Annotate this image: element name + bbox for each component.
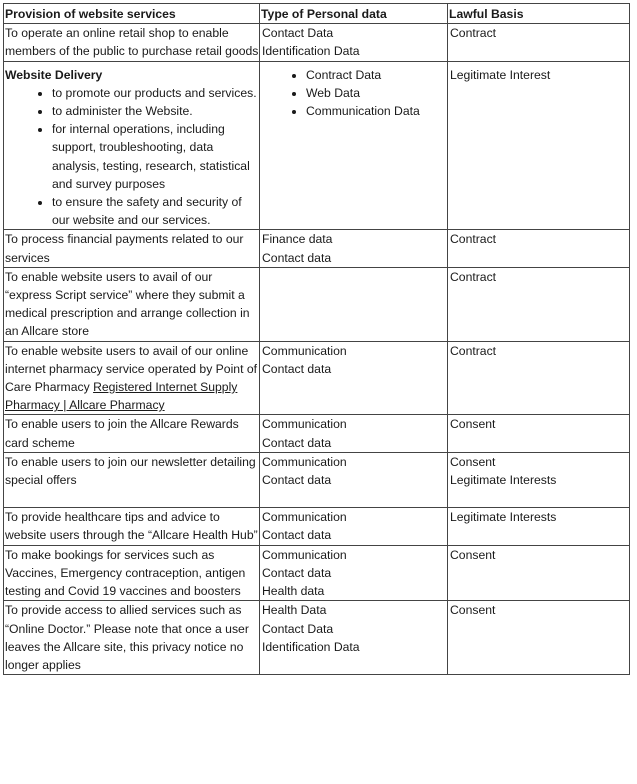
basis-item: Contract <box>450 232 497 247</box>
data-type-item: Contact data <box>262 435 332 450</box>
table-row <box>4 601 630 675</box>
lawful-basis-cell <box>448 61 630 230</box>
data-type-cell <box>260 267 448 341</box>
provision-cell <box>4 601 260 675</box>
basis-item: Legitimate Interest <box>450 67 551 82</box>
basis-item: Contract <box>450 26 497 41</box>
list-item: • Contract Data <box>306 66 447 84</box>
provision-cell <box>4 508 260 545</box>
provision-text: To enable website users to avail of our “express Script service” where they submit a medical prescription and arrange collection in an Allcare store <box>5 269 250 339</box>
basis-item: Contract <box>450 343 497 358</box>
data-type-cell <box>260 508 448 545</box>
data-type-item: Contact data <box>262 565 332 580</box>
provision-cell <box>4 267 260 341</box>
data-type-bullet-list <box>262 66 447 121</box>
provision-cell <box>4 452 260 507</box>
provision-title: Website Delivery <box>5 67 103 82</box>
provision-text: To enable users to join our newsletter detailing special offers <box>5 454 256 488</box>
basis-item: Consent <box>450 454 496 469</box>
provision-text: To process financial payments related to our services <box>5 232 244 265</box>
basis-item: Consent <box>450 417 496 432</box>
header-lawful-basis: Lawful Basis <box>448 4 630 24</box>
basis-item: Consent <box>450 547 496 562</box>
data-type-item: Contact Data <box>262 26 334 41</box>
table-row <box>4 508 630 545</box>
data-type-item: Communication <box>262 454 347 469</box>
pharmacy-link[interactable]: Registered Internet Supply Pharmacy | Allcare Pharmacy <box>5 380 238 413</box>
provision-cell <box>4 545 260 601</box>
table-row <box>4 24 630 61</box>
data-type-cell <box>260 545 448 601</box>
data-type-item: Communication <box>262 547 347 562</box>
lawful-basis-cell <box>448 230 630 267</box>
table-row <box>4 61 630 230</box>
provision-text: To operate an online retail shop to enable members of the public to purchase retail goods <box>5 26 259 59</box>
table-row <box>4 230 630 267</box>
data-type-item: Communication <box>262 417 347 432</box>
table-row <box>4 415 630 452</box>
lawful-basis-cell <box>448 24 630 61</box>
list-item: • Web Data <box>306 84 447 102</box>
basis-item: Consent <box>450 603 496 618</box>
provision-cell <box>4 61 260 230</box>
data-type-item: Contact Data <box>262 621 334 636</box>
data-type-item: Communication <box>262 510 347 525</box>
lawful-basis-cell <box>448 508 630 545</box>
privacy-table <box>3 3 630 675</box>
list-item: • for internal operations, including support, troubleshooting, data analysis, testing, research, statistical and survey purposes <box>52 120 259 193</box>
provision-cell <box>4 24 260 61</box>
provision-bullet-list <box>5 84 259 230</box>
basis-item: Contract <box>450 269 497 284</box>
provision-cell <box>4 230 260 267</box>
provision-text: To provide access to allied services such as “Online Doctor.” Please note that once a user leaves the Allcare site, this privacy notice no longer applies <box>5 603 249 672</box>
list-item: • to promote our products and services. <box>52 84 259 102</box>
list-item: • Communication Data <box>306 102 447 120</box>
data-type-item: Contact data <box>262 473 332 488</box>
data-type-item: Health data <box>262 584 325 599</box>
data-type-item: Contact data <box>262 361 332 376</box>
data-type-item: Identification Data <box>262 639 360 654</box>
data-type-item: Finance data <box>262 232 333 247</box>
table-row <box>4 545 630 601</box>
list-item: • to ensure the safety and security of our website and our services. <box>52 193 259 229</box>
basis-item: Legitimate Interests <box>450 510 557 525</box>
data-type-item: Health Data <box>262 603 327 618</box>
data-type-cell <box>260 24 448 61</box>
provision-cell <box>4 415 260 452</box>
header-provision: Provision of website services <box>4 4 260 24</box>
list-item: • to administer the Website. <box>52 102 259 120</box>
lawful-basis-cell <box>448 452 630 507</box>
header-data-type: Type of Personal data <box>260 4 448 24</box>
data-type-cell <box>260 452 448 507</box>
basis-item: Legitimate Interests <box>450 473 557 488</box>
lawful-basis-cell <box>448 415 630 452</box>
data-type-cell <box>260 341 448 415</box>
table-header-row <box>4 4 630 24</box>
provision-text: To enable users to join the Allcare Rewards card scheme <box>5 417 239 450</box>
lawful-basis-cell <box>448 341 630 415</box>
provision-text: To provide healthcare tips and advice to website users through the “Allcare Health Hub” <box>5 510 258 543</box>
data-type-item: Identification Data <box>262 44 360 59</box>
lawful-basis-cell <box>448 545 630 601</box>
table-row <box>4 267 630 341</box>
data-type-item: Communication <box>262 343 347 358</box>
provision-text: To enable website users to avail of our online internet pharmacy service operated by Point of Care Pharmacy <box>5 343 258 395</box>
data-type-cell <box>260 415 448 452</box>
provision-cell <box>4 341 260 415</box>
data-type-cell <box>260 61 448 230</box>
table-row <box>4 452 630 507</box>
provision-text: To make bookings for services such as Vaccines, Emergency contraception, antigen testing and Covid 19 vaccines and boosters <box>5 547 246 599</box>
lawful-basis-cell <box>448 267 630 341</box>
data-type-cell <box>260 230 448 267</box>
data-type-item: Contact data <box>262 250 332 265</box>
table-row <box>4 341 630 415</box>
lawful-basis-cell <box>448 601 630 675</box>
data-type-item: Contact data <box>262 528 332 543</box>
data-type-cell <box>260 601 448 675</box>
